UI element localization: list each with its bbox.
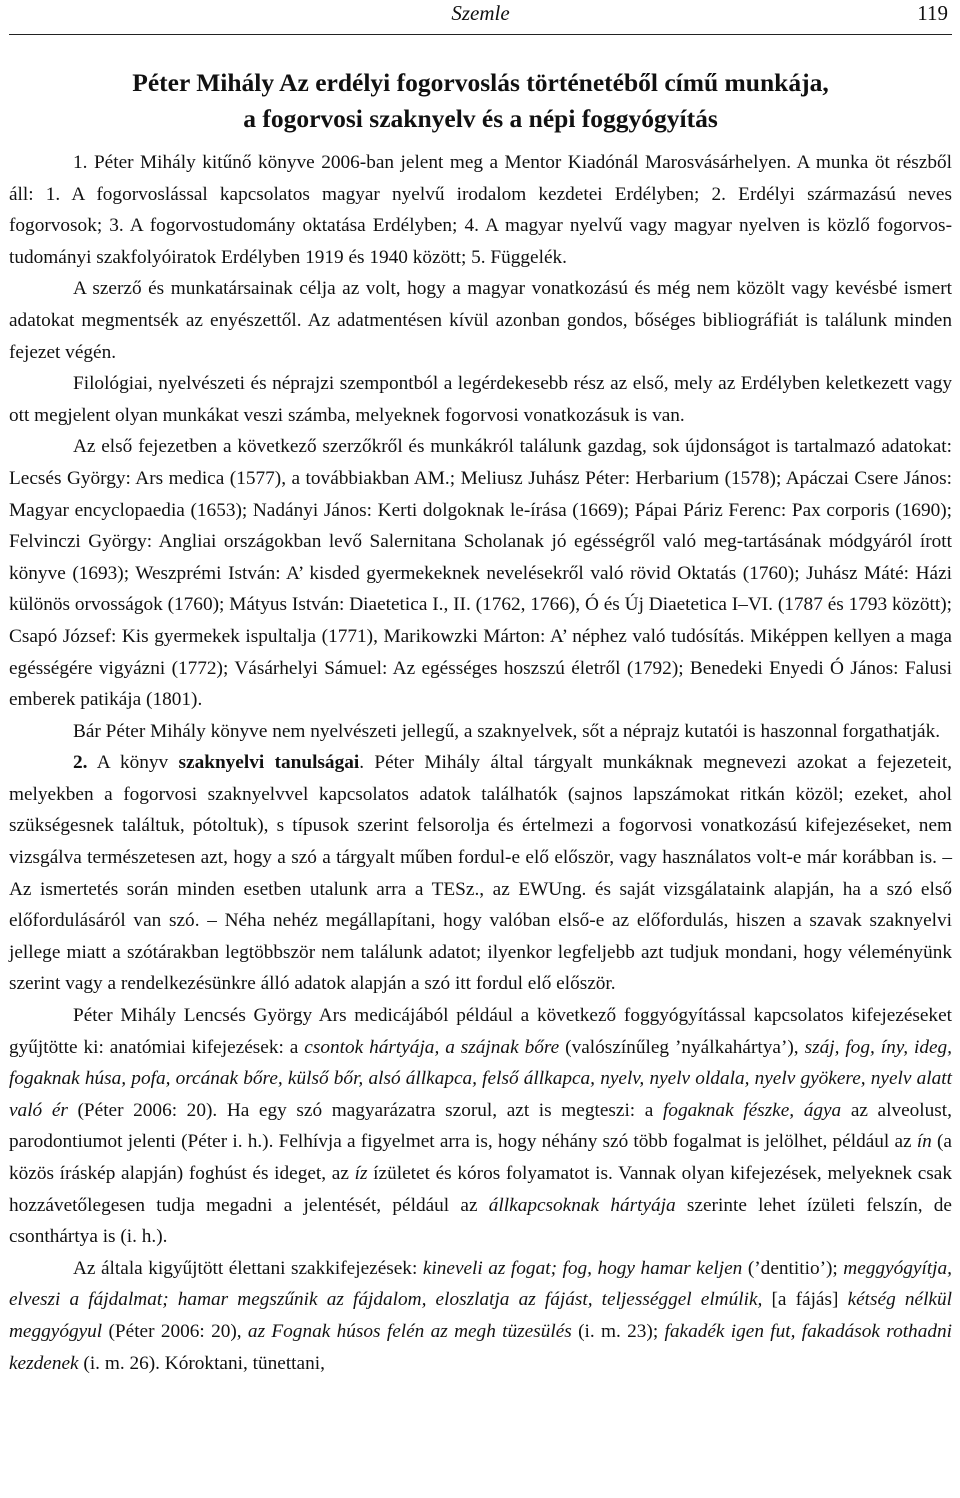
text-run: Péter Mihály Lencsés György Ars medicájából például a következő foggyógyítással kapcsolatos kifejezéseket gyűjtötte ki: anatómiai kifejezések: a	[9, 1005, 952, 1058]
italic-term: csontok hártyája, a szájnak bőre	[304, 1036, 560, 1058]
text-run: az alveolust, parodontiumot jelenti (Péter i. h.). Felhívja a figyelmet arra is, hogy néhány szó több fogalmat is jelölhet, például az	[9, 1099, 952, 1153]
text-run: (a közös íráskép alapján) foghúst és ideget, az	[9, 1131, 952, 1184]
italic-term: meggyógyítja, elveszi a fájdalmat; hamar megszűnik az fájdalom, eloszlatja az fájást, teljességgel elmúlik,	[9, 1257, 952, 1311]
paragraph-7	[9, 1000, 952, 1253]
section-number: 2.	[73, 752, 88, 774]
running-header	[9, 0, 952, 35]
italic-term: kétség nélkül meggyógyul	[9, 1289, 952, 1342]
text-run: (i. m. 26). Kóroktani, tünettani,	[78, 1352, 325, 1374]
text-run: (Péter 2006: 20). Ha egy szó magyarázatra szorul, azt is megteszi: a	[67, 1099, 663, 1121]
italic-term: íz	[354, 1163, 368, 1184]
text-run: (i. m. 23);	[571, 1320, 665, 1342]
section-heading: szaknyelvi tanulságai	[178, 752, 360, 774]
text-run: A könyv	[87, 752, 179, 774]
text-run: szerinte lehet ízületi felszín, de csonthártya is (i. h.).	[9, 1194, 952, 1248]
italic-term: az Fognak húsos felén az megh tüzesülés	[247, 1320, 572, 1342]
text-run: [a fájás]	[762, 1289, 848, 1311]
text-run: (’dentitio’);	[742, 1257, 844, 1279]
paragraph-3: Filológiai, nyelvészeti és néprajzi szempontból a legérdekesebb rész az első, mely az Erdélyben keletkezett vagy ott megjelent olyan munkákat veszi számba, melyeknek fogorvosi vonatkozásuk is van.	[9, 373, 952, 426]
paragraph-2: A szerző és munkatársainak célja az volt, hogy a magyar vonatkozású és még nem közölt vagy kevésbé ismert adatokat megmentsék az enyészettől. Az adatmentésen kívül azonban gondos, bőséges bibliográfiát is találunk minden fejezet végén.	[9, 278, 952, 363]
paragraph-5: Bár Péter Mihály könyve nem nyelvészeti jellegű, a szaknyelvek, sőt a néprajz kutatói is haszonnal forgathatják.	[73, 720, 941, 742]
title-line-1: Péter Mihály Az erdélyi fogorvoslás történetéből című munkája,	[132, 68, 829, 97]
paragraph-6	[9, 747, 952, 1000]
italic-term: fogaknak fészke, ágya	[662, 1099, 842, 1121]
italic-term: kineveli az fogat; fog, hogy hamar keljen	[422, 1257, 743, 1279]
page-number: 119	[917, 1, 948, 25]
paragraph-8	[9, 1253, 952, 1379]
paragraph-1: 1. Péter Mihály kitűnő könyve 2006-ban jelent meg a Mentor Kiadónál Marosvásárhelyen. A munka öt részből áll: 1. A fogorvoslással kapcsolatos magyar nyelvű irodalom kezdetei Erdélyben; 2. Erdélyi származású neves fogorvosok; 3. A fogorvostudomány oktatása Erdélyben; 4. A magyar nyelvű vagy magyar nyelven is közlő fogorvos-tudományi szakfolyóiratok Erdélyben 1919 és 1940 között; 5. Függelék.	[9, 152, 952, 268]
text-run: Az általa kigyűjtött élettani szakkifejezések:	[73, 1257, 423, 1279]
article-body	[9, 147, 952, 1379]
text-run: (Péter 2006: 20),	[102, 1320, 248, 1342]
italic-term: fakadék igen fut, fakadások rothadni kezdenek	[9, 1320, 952, 1374]
italic-term: ín	[916, 1131, 932, 1153]
italic-term: állkapcsoknak hártyája	[488, 1194, 676, 1216]
paragraph-4: Az első fejezetben a következő szerzőkről és munkákról találunk gazdag, sok újdonságot is tartalmazó adatokat: Lecsés György: Ars medica (1577), a továbbiakban AM.; Meliusz Juhász Péter: Herbarium (1578); Apáczai Csere János: Magyar encyclopaedia (1653); Nadányi János: Kerti dolgoknak le-írása (1669); Pápai Páriz Ferenc: Pax corporis (1690); Felvinczi György: Angliai országokban levő Salernitana Scholanak jó egésségről való meg-tartásának módgyáról írott könyve (1693); Weszprémi István: A’ kisded gyermekeknek nevelésekről való rövid Oktatás (1760); Juhász Máté: Házi különös orvosságok (1760); Mátyus István: Diaetetica I., II. (1762, 1766), Ó és Új Diaetetica I–VI. (1787 és 1793 között); Csapó József: Kis gyermekek ispultalja (1771), Marikowzki Márton: A’ néphez való tudósítás. Miképpen kellyen a maga egésségére vigyázni (1772); Vásárhelyi Sámuel: Az egésséges hoszszú életről (1792); Benedeki Enyedi Ó János: Falusi emberek patikája (1801).	[9, 436, 952, 711]
italic-term: száj, fog, íny, ideg, fogaknak húsa, pofa, orcának bőre, külső bőr, alsó állkapca, felső állkapca, nyelv, nyelv oldala, nyelv gyökere, nyelv alatt való ér	[9, 1036, 952, 1121]
text-run: . Péter Mihály által tárgyalt munkáknak megnevezi azokat a fejezeteit, melyekben a fogorvosi szaknyelvvel kapcsolatos adatok találhatók (sajnos lapszámokat ritkán közöl; ezeket, ahol szükségesnek találtuk, pótoltuk), s típusok szerint felsorolja és értelmezi a fogorvosi vonatkozású kifejezéseket, nem vizsgálva természetesen azt, hogy a szó a tárgyalt műben fordul-e elő először, vagy használatos volt-e már korábban is. – Az ismertetés során minden esetben utalunk arra a TESz., az EWUng. és saját vizsgálataink alapján, ha a szó első előfordulásáról van szó. – Néha nehéz megállapítani, hogy valóban első-e az előfordulás, hiszen a szavak szaknyelvi jellege miatt a szótárakban legtöbbször nem találunk adatot; ilyenkor legfeljebb azt tudjuk mondani, hogy véleményünk szerint vagy a rendelkezésünkre álló adatok alapján a szó itt fordul elő először.	[9, 752, 952, 995]
text-run: ízületet és kóros folyamatot is. Vannak olyan kifejezések, melyeknek csak hozzávetőlegesen tudja megadni a jelentését, például az	[9, 1163, 952, 1216]
title-line-2: a fogorvosi szaknyelv és a népi foggyógyítás	[243, 104, 718, 133]
article-title	[9, 65, 952, 137]
journal-name: Szemle	[451, 1, 510, 25]
text-run: (valószínűleg ’nyálkahártya’),	[559, 1036, 805, 1058]
